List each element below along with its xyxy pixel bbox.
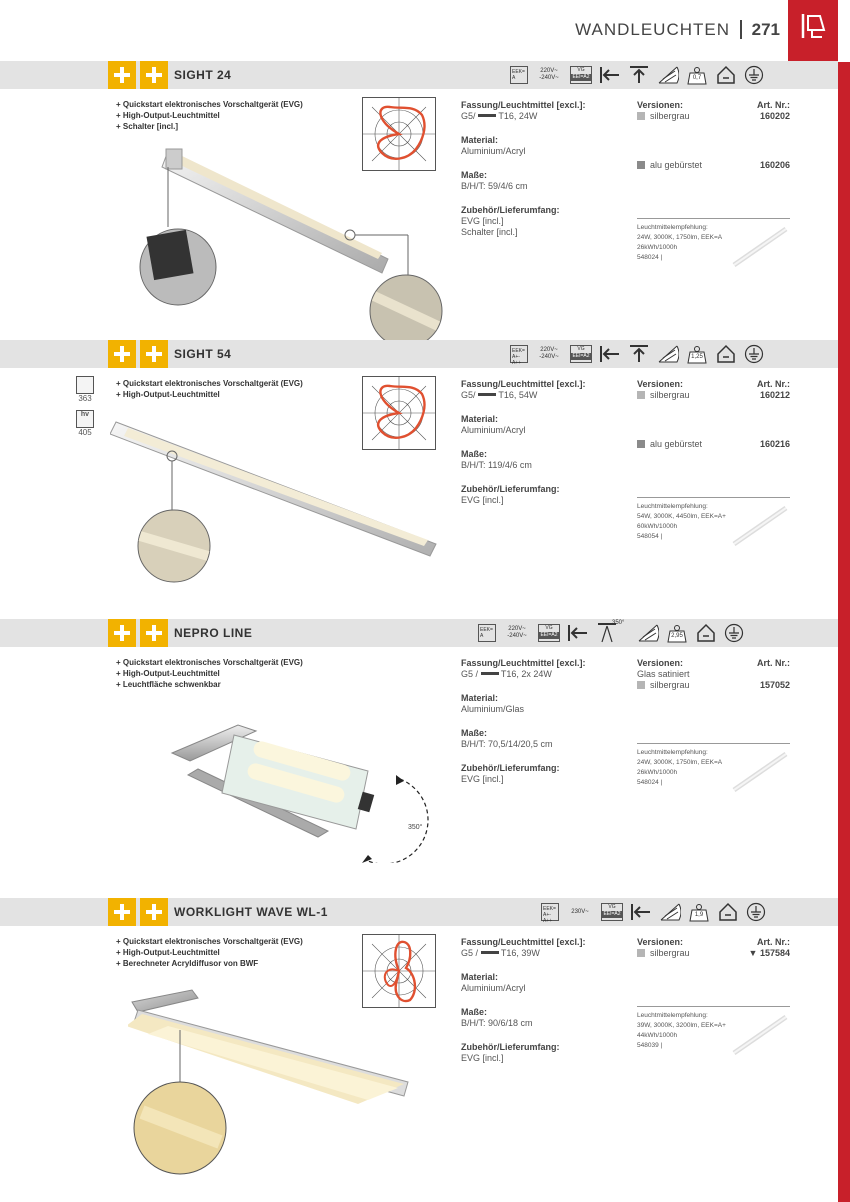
spec-icons: [471, 621, 744, 645]
energy-class-icon: EEK= A: [478, 624, 496, 642]
beam-angle-icon: [657, 65, 679, 85]
spec-value: Aluminium/Acryl: [461, 146, 526, 156]
product-name: NEPRO LINE: [174, 626, 253, 640]
color-swatch: [637, 391, 645, 399]
article-number: 160206: [759, 160, 790, 170]
feature-item: + Quickstart elektronisches Vorschaltgerät (EVG): [116, 99, 303, 110]
spec-icons: [503, 342, 764, 366]
page-header: [0, 0, 850, 62]
ceiling-mount-arrow-icon: [628, 344, 650, 364]
color-swatch: [637, 949, 645, 957]
feature-item: + Berechneter Acryldiffusor von BWF: [116, 958, 303, 969]
feature-item: + High-Output-Leuchtmittel: [116, 389, 303, 400]
feature-item: + Quickstart elektronisches Vorschaltgerät (EVG): [116, 936, 303, 947]
spec-label: Material:: [461, 972, 499, 982]
versions-block: [637, 937, 790, 959]
fluorescent-tube-image: [730, 504, 790, 548]
beam-angle-icon: [657, 344, 679, 364]
versions-label: Versionen:: [637, 937, 684, 947]
lamp-recommendation: Leuchtmittelempfehlung: 54W, 3000K, 4450lm, EEK=A+ 60kWh/1000h 548054 |: [637, 497, 790, 542]
spec-value: Aluminium/Acryl: [461, 425, 526, 435]
accessory-icon: hv 405: [76, 410, 94, 437]
feature-item: + High-Output-Leuchtmittel: [116, 110, 303, 121]
version-row: silbergrau 157052: [637, 680, 790, 691]
fluorescent-tube-image: [730, 750, 790, 794]
color-swatch: [637, 440, 645, 448]
fluorescent-tube-image: [730, 225, 790, 269]
fluorescent-tube-image: [730, 1013, 790, 1057]
spec-value: G5/: [461, 390, 476, 400]
spec-label: Maße:: [461, 449, 488, 459]
lamp-tube-icon: [478, 393, 496, 396]
versions-label: Versionen:: [637, 100, 684, 110]
plus-icon: [140, 898, 168, 926]
product-name: SIGHT 54: [174, 347, 232, 361]
article-number: ▼ 157584: [748, 948, 790, 958]
spec-value: Aluminium/Glas: [461, 704, 525, 714]
category-tab: [788, 0, 838, 62]
page-title: WANDLEUCHTEN: [575, 20, 730, 39]
spec-label: Fassung/Leuchtmittel [excl.]:: [461, 100, 586, 110]
version-row: silbergrau 160202: [637, 111, 790, 122]
product-worklight-wave: [0, 898, 838, 1198]
spec-value: Aluminium/Acryl: [461, 983, 526, 993]
hv-lamp-icon: hv: [76, 410, 94, 428]
voltage-icon: 230V~: [571, 908, 589, 915]
wall-mount-arrow-icon: [599, 65, 621, 85]
beam-angle-icon: [637, 623, 659, 643]
rotation-label: 350°: [408, 824, 423, 831]
spec-value: B/H/T: 59/4/6 cm: [461, 181, 528, 191]
versions-block: [637, 658, 790, 691]
version-note: Glas satiniert: [637, 669, 690, 679]
versions-block: [637, 379, 790, 450]
feature-list: [116, 657, 303, 690]
vg-icon: VG EEI=A2: [538, 624, 560, 642]
spec-block: [461, 100, 626, 251]
spec-label: Material:: [461, 693, 499, 703]
spec-label: Material:: [461, 414, 499, 424]
energy-class-icon: EEK= A+-A++: [541, 903, 559, 921]
protection-class-icon: [724, 623, 744, 643]
plus-icon: [140, 61, 168, 89]
product-sight-54: [0, 340, 838, 618]
lamp-tube-icon: [481, 672, 499, 675]
plus-icon: [108, 898, 136, 926]
beam-angle-icon: [659, 902, 681, 922]
lamp-recommendation: Leuchtmittelempfehlung: 24W, 3000K, 1750lm, EEK=A 26kWh/1000h 548024 |: [637, 218, 790, 263]
product-nepro-line: [0, 619, 838, 897]
wall-mount-arrow-icon: [599, 344, 621, 364]
weight-icon: 0,7: [686, 65, 708, 85]
feature-item: + Quickstart elektronisches Vorschaltgerät (EVG): [116, 378, 303, 389]
energy-class-icon: EEK= A+-A++: [510, 345, 528, 363]
voltage-icon: 220V~ -240V~: [507, 626, 527, 639]
wall-mount-arrow-icon: [567, 623, 589, 643]
voltage-icon: 220V~ -240V~: [539, 347, 559, 360]
vg-icon: VG EEI=A2: [570, 345, 592, 363]
spec-label: Maße:: [461, 1007, 488, 1017]
spec-value: B/H/T: 119/4/6 cm: [461, 460, 532, 470]
spec-label: Zubehör/Lieferumfang:: [461, 763, 560, 773]
spec-label: Zubehör/Lieferumfang:: [461, 1042, 560, 1052]
feature-list: [116, 936, 303, 969]
spec-block: [461, 379, 626, 519]
spec-label: Maße:: [461, 170, 488, 180]
protection-class-icon: [746, 902, 766, 922]
protection-class-icon: [744, 65, 764, 85]
spec-value: T16, 2x 24W: [500, 669, 552, 679]
spec-value: G5/: [461, 111, 476, 121]
feature-list: [116, 378, 303, 400]
spec-label: Fassung/Leuchtmittel [excl.]:: [461, 937, 586, 947]
version-row: silbergrau ▼ 157584: [637, 948, 790, 959]
spec-value: EVG [incl.]: [461, 1053, 504, 1063]
title-separator: [740, 20, 742, 39]
art-nr-label: Art. Nr.:: [756, 379, 790, 389]
spec-value: T16, 54W: [498, 390, 538, 400]
spec-label: Material:: [461, 135, 499, 145]
spec-value: Schalter [incl.]: [461, 227, 518, 237]
spec-value: EVG [incl.]: [461, 774, 504, 784]
feature-item: + Quickstart elektronisches Vorschaltgerät (EVG): [116, 657, 303, 668]
rotation-icon: 350°: [596, 622, 630, 644]
product-image: [128, 986, 418, 1190]
spec-value: EVG [incl.]: [461, 495, 504, 505]
article-number: 157052: [759, 680, 790, 690]
product-title-bar: [0, 340, 838, 368]
indoor-icon: [717, 902, 739, 922]
color-swatch: [637, 112, 645, 120]
plus-icon: [108, 340, 136, 368]
voltage-icon: 220V~ -240V~: [539, 68, 559, 81]
weight-icon: 2,95: [666, 623, 688, 643]
lamp-recommendation: Leuchtmittelempfehlung: 24W, 3000K, 1750lm, EEK=A 26kWh/1000h 548024 |: [637, 743, 790, 788]
lamp-tube-icon: [478, 114, 496, 117]
article-number: 160202: [759, 111, 790, 121]
light-distribution-diagram: [362, 376, 436, 450]
lamp-recommendation: Leuchtmittelempfehlung: 39W, 3000K, 3200lm, EEK=A+ 44kWh/1000h 548039 |: [637, 1006, 790, 1051]
weight-icon: 1,9: [688, 902, 710, 922]
spec-icons: [534, 900, 766, 924]
weight-icon: 1,25: [686, 344, 708, 364]
product-image: [168, 713, 438, 863]
lamp-tube-icon: [481, 951, 499, 954]
feature-item: + High-Output-Leuchtmittel: [116, 947, 303, 958]
plus-icon: [108, 61, 136, 89]
light-distribution-diagram: [362, 97, 436, 171]
color-swatch: [637, 681, 645, 689]
spec-block: [461, 658, 626, 798]
versions-block: [637, 100, 790, 171]
indoor-icon: [695, 623, 717, 643]
spec-value: EVG [incl.]: [461, 216, 504, 226]
spec-label: Fassung/Leuchtmittel [excl.]:: [461, 379, 586, 389]
plus-icon: [108, 619, 136, 647]
version-row: alu gebürstet 160216: [637, 439, 790, 450]
color-swatch: [637, 161, 645, 169]
spec-label: Zubehör/Lieferumfang:: [461, 205, 560, 215]
accessory-icon: 363: [76, 376, 94, 403]
feature-list: [116, 99, 303, 132]
feature-item: + Leuchtfläche schwenkbar: [116, 679, 303, 690]
product-title-bar: [0, 61, 838, 89]
spec-value: B/H/T: 70,5/14/20,5 cm: [461, 739, 553, 749]
protection-class-icon: [744, 344, 764, 364]
product-sight-24: [0, 61, 838, 339]
product-title-bar: [0, 619, 838, 647]
spec-value: B/H/T: 90/6/18 cm: [461, 1018, 533, 1028]
vg-icon: VG EEI=A2: [601, 903, 623, 921]
art-nr-label: Art. Nr.:: [756, 100, 790, 110]
plus-icon: [140, 340, 168, 368]
wall-mount-arrow-icon: [630, 902, 652, 922]
spec-label: Zubehör/Lieferumfang:: [461, 484, 560, 494]
feature-item: + High-Output-Leuchtmittel: [116, 668, 303, 679]
art-nr-label: Art. Nr.:: [756, 658, 790, 668]
product-name: SIGHT 24: [174, 68, 232, 82]
vg-icon: VG EEI=A2: [570, 66, 592, 84]
versions-label: Versionen:: [637, 658, 684, 668]
version-row: silbergrau 160212: [637, 390, 790, 401]
indoor-icon: [715, 65, 737, 85]
product-name: WORKLIGHT WAVE WL-1: [174, 905, 328, 919]
art-nr-label: Art. Nr.:: [756, 937, 790, 947]
indoor-icon: [715, 344, 737, 364]
spec-value: G5 /: [461, 669, 479, 679]
ceiling-mount-arrow-icon: [628, 65, 650, 85]
spec-value: T16, 24W: [498, 111, 538, 121]
spec-label: Fassung/Leuchtmittel [excl.]:: [461, 658, 586, 668]
page-number: 271: [751, 20, 780, 39]
spec-label: Maße:: [461, 728, 488, 738]
spec-block: [461, 937, 626, 1077]
version-row: alu gebürstet 160206: [637, 160, 790, 171]
lamp-shade-icon: [76, 376, 94, 394]
article-number: 160216: [759, 439, 790, 449]
feature-item: + Schalter [incl.]: [116, 121, 303, 132]
wall-lamp-icon: [800, 12, 826, 42]
side-accent-strip: [838, 62, 850, 1202]
product-title-bar: [0, 898, 838, 926]
spec-icons: [503, 63, 764, 87]
plus-icon: [140, 619, 168, 647]
light-distribution-diagram: [362, 934, 436, 1008]
versions-label: Versionen:: [637, 379, 684, 389]
energy-class-icon: EEK= A: [510, 66, 528, 84]
spec-value: G5 /: [461, 948, 479, 958]
article-number: 160212: [759, 390, 790, 400]
spec-value: T16, 39W: [500, 948, 540, 958]
product-image: [120, 141, 450, 341]
